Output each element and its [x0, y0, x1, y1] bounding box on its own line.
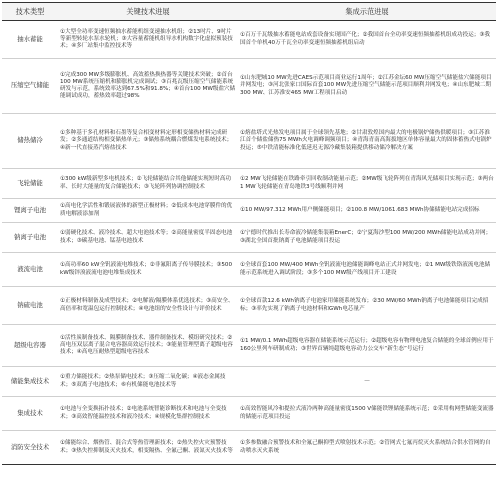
key-progress-cell: ①正极材料制备及成型技术；②电解液/隔膜体系优选技术；③高安全、高倍率和宽温包运行控制技术；④电池组的安全性设计与评价技术: [58, 287, 238, 325]
demo-progress-cell: ①全球首套100 MW/400 MWh全钒液流电池储能调峰电站正式并网发电；②1 MW级铁铬液流电池储能示范系统进入调试阶段；③多个100 MW级产线项目开工建设: [238, 253, 496, 287]
tech-name-cell: 钠离子电池: [2, 223, 58, 253]
storage-tech-table: [2, 2, 496, 465]
tech-name-cell: 超级电容器: [2, 325, 58, 367]
table-row: [2, 59, 496, 114]
table-row: [2, 199, 496, 223]
table-row: [2, 431, 496, 465]
demo-progress-cell: ①山东肥城10 MW先进CAES示范项目商业运行1周年；②江苏金坛60 MW压缩空气储能盐穴储能项目并网发电；③河北张家口国际首套100 MW先进压缩空气储能示范项目顺利并网发电；④山东肥城二期300 MW、江苏淮安465 MW工程项目启动: [238, 59, 496, 114]
key-progress-cell: ①多种基于多孔材料和石墨等复合相变材料定形相变储热材料完成研发；②多通道结构相变储热单元；③储热系统耦合燃煤发电系统技术；④新一代直接蒸汽熔盐技术: [58, 114, 238, 169]
demo-progress-cell: ①全球首款12.6 kWh钠离子电池家用储能系统发布；②30 MW/60 MWh钠离子电池储能项目完成招标；③率先实现了钠离子电池材料和GWh电芯量产: [238, 287, 496, 325]
table-row: [2, 287, 496, 325]
table-row: [2, 325, 496, 367]
table-row: [2, 367, 496, 397]
demo-progress-cell: ①1 MW/0.1 MWh超级电容器在储能系统示范运行；②超级电容有物理电池复合储能的全球首例应用于160公里列车研制成功；③世界首辆纯超级电容动力公交车“新生态”号运行: [238, 325, 496, 367]
tech-name-cell: 液流电池: [2, 253, 58, 287]
tech-name-cell: 储能集成技术: [2, 367, 58, 397]
key-progress-cell: ①重力储能技术；②热泵储电技术；③压缩二氧化碳；④液态金属技术；⑤双离子电池技术；⑥有机储能电池技术等: [58, 367, 238, 397]
table-row: [2, 253, 496, 287]
demo-progress-cell: ①熔盐塔式光热发电项目属于全球领先基地；②甘肃敦煌国内最大的电极锅炉储热供暖项目；③江苏淮江首个储盐储热75 MWh火电调峰调频项目；④青海青南高海拔地区单体容量最大的固体蓄热式电锅炉投运；⑤中铁清能标准化低延迟无源冷藏集装箱提供移动储冷解决方案: [238, 114, 496, 169]
key-progress-cell: ①弱硬化技术、液冷技术、超大电池技术等；②高能量密度半固态电池技术；③碳基电池、锰基电池技术: [58, 223, 238, 253]
table-row: [2, 223, 496, 253]
tech-name-cell: 抽水蓄能: [2, 21, 58, 59]
demo-progress-cell: ①10 MW/97.312 MWh用户侧储能项目；②100.8 MW/1061.683 MWh协储储能电站完成招标: [238, 199, 496, 223]
tech-name-cell: 集成技术: [2, 397, 58, 431]
demo-progress-cell: ①宁德时代推出长寿命液冷储能集装箱EnerC；②宁夏海沙型100 MW/200 MWh储能电站成功并网；③湖北全国首批钠离子电池储能项目投运: [238, 223, 496, 253]
tech-name-cell: 消防安全技术: [2, 431, 58, 465]
header-row: [2, 3, 496, 21]
tech-name-cell: 储热储冷: [2, 114, 58, 169]
table-header: [2, 3, 496, 21]
demo-progress-cell: ①多参数融合预警技术和全氟己酮抑型式喷射技术示范；②管网式七氟丙烷灭火系统结合供水管网的自动喷水灭火系统: [238, 431, 496, 465]
table-body: [2, 21, 496, 465]
key-progress-cell: ①活性炭制备技术、隔膜制备技术、器件制备技术、模组研究技术；②高电压双层离子混合电容器高效运行技术；③能量管理型离子超级电容技术；④高电压耐热型超级电容技术: [58, 325, 238, 367]
demo-progress-cell: ①百万千瓦级抽水蓄能电站成套设备实现国产化；②我国首台全功率变速恒频抽蓄机组成功投运；③我国首个单机40万千瓦全功率变速恒频抽蓄机组启动: [238, 21, 496, 59]
table-row: [2, 21, 496, 59]
header-demo-progress: 集成示范进展: [238, 3, 496, 21]
key-progress-cell: ①300 kW级新型多电机技术；②飞轮储能结合其他储能实现短时高功率、长时大能量的复合储能技术；③飞轮阵列协调控制技术: [58, 169, 238, 199]
key-progress-cell: ①高功率60 kW全钒液流电堆技术；②非氟阳离子传导膜技术；③500 kW级锌溴液流电池电堆集成技术: [58, 253, 238, 287]
header-key-progress: 关键技术进展: [58, 3, 238, 21]
table-row: [2, 397, 496, 431]
tech-name-cell: 压缩空气储能: [2, 59, 58, 114]
tech-name-cell: 锂离子电池: [2, 199, 58, 223]
demo-progress-cell: ①高效智能风冷和提拉式液冷两种高能量密度1500 V储能铁锂储能系统示范；②采用构网型储能变流器的储能示范项目投运: [238, 397, 496, 431]
key-progress-cell: ①高电化学活性和锻展液体的新型正极材料；②低成本电池穿膜件的优质电解液添加剂: [58, 199, 238, 223]
demo-progress-cell: —: [238, 367, 496, 397]
key-progress-cell: ①储能综合、烟热管、混合式等热管理新技术；②热失控火灾预警技术；③热失控抑制及灭火技术，相变隔热、全氟己酮、液氮灭火技术等: [58, 431, 238, 465]
tech-name-cell: 飞轮储能: [2, 169, 58, 199]
tech-name-cell: 钠硫电池: [2, 287, 58, 325]
table-row: [2, 169, 496, 199]
key-progress-cell: ①大型全功率变速恒频抽水蓄能机组变速抽水机组；②13吋片、9吋片等新型转轮水泵水轮机；③大容量蓄能机组导水机构数字化虚拟预装技术；④多厂站集中监控技术等: [58, 21, 238, 59]
header-tech-type: 技术类型: [2, 3, 58, 21]
demo-progress-cell: ①2 MW飞轮储能在铁路牵引回收制动能量示范；②MW级飞轮阵列在青海风光储项目实现示范；③两台1 MW飞轮储能在青岛地铁3号线顺利并网: [238, 169, 496, 199]
table-row: [2, 114, 496, 169]
key-progress-cell: ①完成300 MW多级膨胀机、高效蓄热换热器等关键技术突破；②首台100 MW系统压缩机和膨胀机完成调试；③百兆瓦级压缩空气储能系统研发与示范，系统效率达到67.5%和91.8%；④首台100 MW级盐穴储能调试成功，蓄热效率超过98%: [58, 59, 238, 114]
key-progress-cell: ①电池与全变换拓扑技术；②电池系统智能诊断技术和电池与全变技术；③高效智能温控技术和液冷技术；④规模化集群控制技术: [58, 397, 238, 431]
